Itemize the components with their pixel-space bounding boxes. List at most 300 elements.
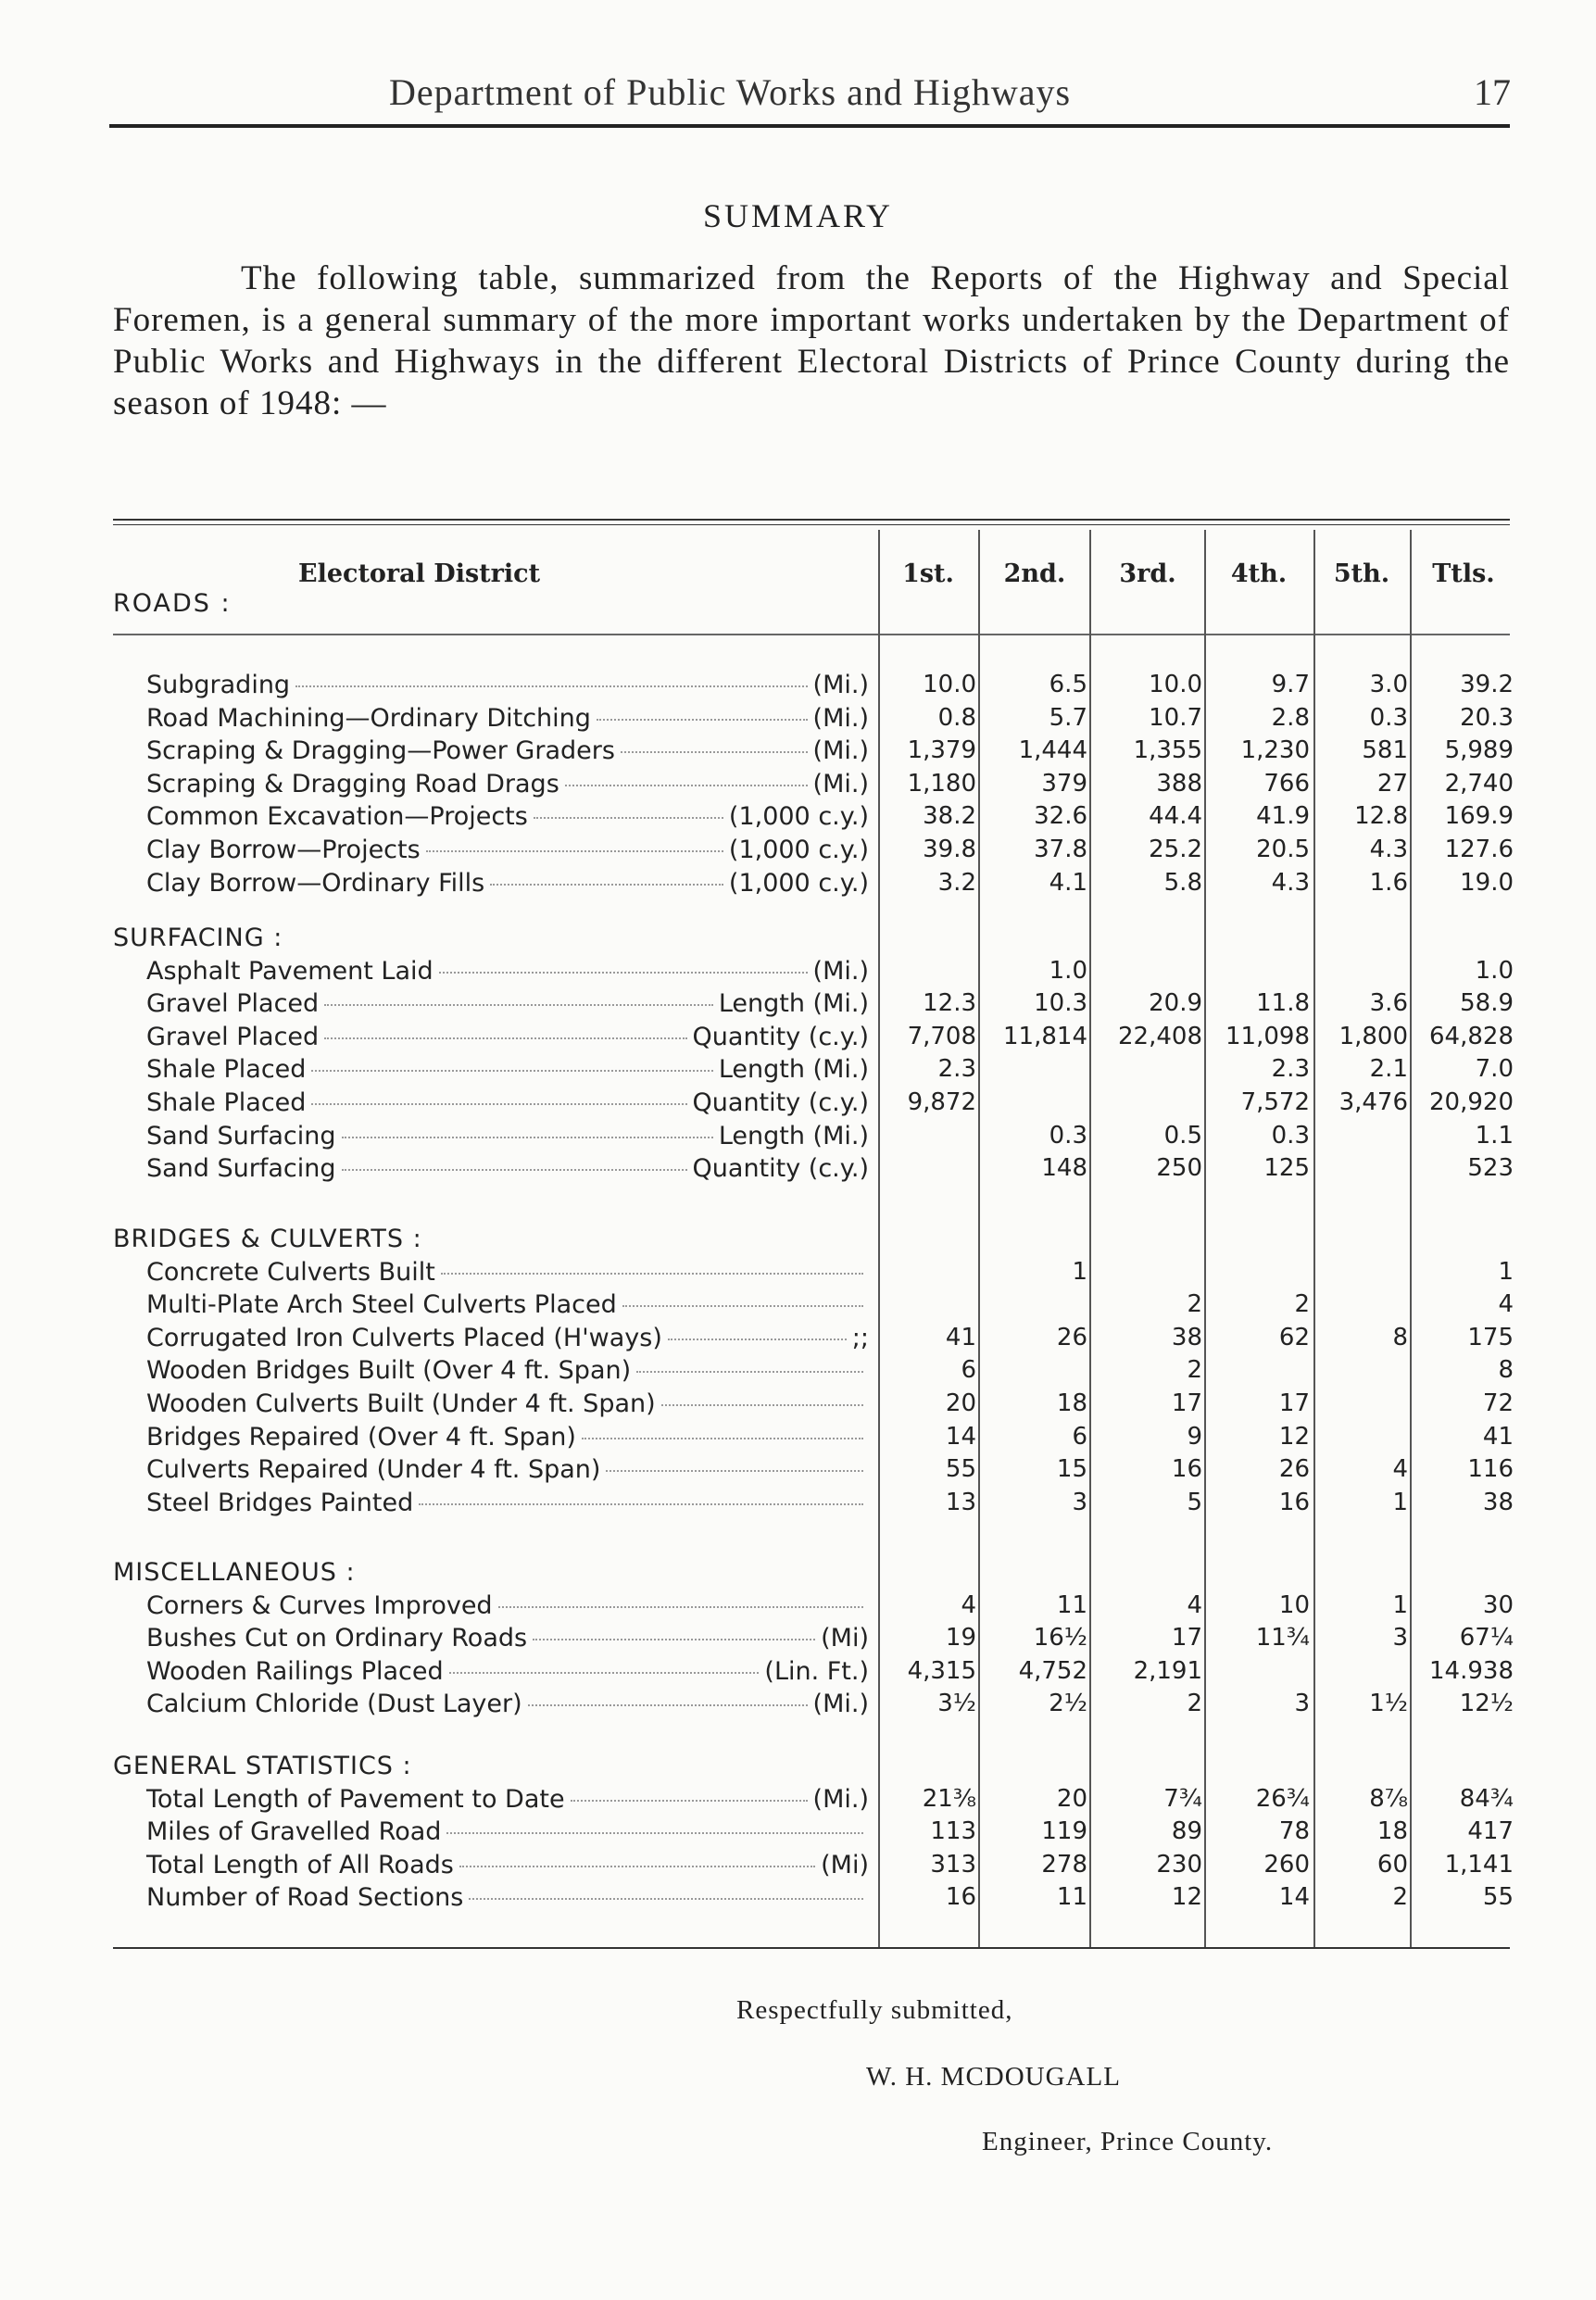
dot-leader xyxy=(582,1438,863,1439)
table-cell: 260 xyxy=(1263,1850,1310,1879)
table-cell xyxy=(880,1290,976,1323)
table-cell: 16 xyxy=(1171,1455,1202,1484)
row-unit: (Mi.) xyxy=(812,769,869,798)
row-label xyxy=(146,836,869,868)
table-cell: 388 xyxy=(1156,769,1202,798)
dot-leader xyxy=(426,850,723,852)
table-cell: 60 xyxy=(1376,1850,1408,1879)
row-label xyxy=(146,1356,869,1389)
table-row xyxy=(0,1258,1596,1290)
table-cell: 1.6 xyxy=(1369,868,1408,897)
table-cell: 4 xyxy=(1498,1290,1514,1319)
dot-leader xyxy=(597,719,808,721)
table-cell: 2.3 xyxy=(1271,1055,1310,1084)
table-cell: 18 xyxy=(1056,1389,1087,1417)
row-label xyxy=(146,1290,869,1323)
table-cell: 14 xyxy=(1278,1883,1310,1912)
row-label xyxy=(146,957,869,989)
table-cell: 1.0 xyxy=(1049,956,1087,985)
table-cell: 41.9 xyxy=(1256,802,1310,831)
table-cell xyxy=(1315,1389,1408,1422)
table-row xyxy=(0,770,1596,802)
table-cell: 55 xyxy=(945,1455,976,1484)
dot-leader xyxy=(533,1639,815,1640)
row-unit: (1,000 c.y.) xyxy=(728,868,869,898)
table-row xyxy=(0,1657,1596,1690)
table-cell: 15 xyxy=(1056,1455,1087,1484)
dot-leader xyxy=(311,1070,712,1072)
table-cell: 6.5 xyxy=(1049,671,1087,698)
table-cell: 32.6 xyxy=(1034,802,1087,831)
row-label xyxy=(146,1154,869,1187)
table-cell: 38 xyxy=(1171,1323,1202,1351)
table-cell: 20 xyxy=(945,1389,976,1417)
table-cell xyxy=(1208,957,1310,989)
table-cell: 1,379 xyxy=(907,736,976,765)
table-top-rule xyxy=(113,519,1510,521)
table-row xyxy=(0,1690,1596,1722)
table-cell xyxy=(982,1356,1087,1389)
table-cell: 581 xyxy=(1362,736,1408,765)
table-cell xyxy=(1208,1258,1310,1290)
table-cell: 12.8 xyxy=(1354,802,1408,831)
table-cell: 113 xyxy=(930,1817,976,1846)
row-name: Road Machining—Ordinary Ditching xyxy=(146,703,591,733)
dot-leader xyxy=(622,1305,863,1307)
table-cell: 8 xyxy=(1498,1356,1514,1385)
table-cell: 44.4 xyxy=(1149,802,1202,831)
table-cell: 4.1 xyxy=(1049,868,1087,897)
table-row xyxy=(0,1290,1596,1323)
table-cell: 11¾ xyxy=(1255,1624,1310,1653)
row-label xyxy=(146,1851,869,1883)
row-unit: (Mi.) xyxy=(812,736,869,766)
table-cell: 4.3 xyxy=(1271,868,1310,897)
dot-leader xyxy=(490,884,723,886)
table-cell xyxy=(1208,1657,1310,1690)
dot-leader xyxy=(324,1004,713,1006)
table-cell: 127.6 xyxy=(1444,836,1514,863)
row-label xyxy=(146,1423,869,1455)
table-cell: 6 xyxy=(1072,1422,1087,1451)
table-cell: 19 xyxy=(945,1624,976,1653)
table-cell xyxy=(1093,1055,1202,1087)
row-name: Corners & Curves Improved xyxy=(146,1590,493,1620)
table-cell: 11.8 xyxy=(1256,989,1310,1018)
table-cell: 4 xyxy=(961,1590,976,1619)
row-label xyxy=(146,1591,869,1624)
row-name: Sand Surfacing xyxy=(146,1154,336,1184)
row-unit: (1,000 c.y.) xyxy=(728,802,869,832)
table-cell xyxy=(1315,1657,1408,1690)
table-cell: 78 xyxy=(1278,1817,1310,1846)
table-cell: 12 xyxy=(1171,1883,1202,1912)
table-cell: 10.7 xyxy=(1149,703,1202,732)
table-cell: 0.8 xyxy=(937,703,976,732)
table-cell: 9.7 xyxy=(1271,671,1310,698)
row-name: Shale Placed xyxy=(146,1055,307,1085)
table-cell: 18 xyxy=(1376,1817,1408,1846)
table-cell: 12½ xyxy=(1459,1690,1514,1718)
row-label xyxy=(146,704,869,736)
row-name: Bridges Repaired (Over 4 ft. Span) xyxy=(146,1422,576,1452)
table-cell: 1.1 xyxy=(1475,1121,1514,1150)
row-unit: Length (Mi.) xyxy=(718,1055,869,1085)
table-cell: 11 xyxy=(1056,1883,1087,1912)
table-cell: 1 xyxy=(1392,1488,1408,1516)
table-cell: 19.0 xyxy=(1460,868,1514,897)
table-cell xyxy=(982,1055,1087,1087)
table-cell: 20.5 xyxy=(1256,836,1310,863)
table-cell: 278 xyxy=(1041,1850,1087,1879)
table-header-rule xyxy=(113,634,1510,635)
dot-leader xyxy=(342,1169,687,1171)
table-row xyxy=(0,1489,1596,1521)
table-row xyxy=(0,802,1596,835)
table-cell: 37.8 xyxy=(1034,836,1087,863)
table-cell: 230 xyxy=(1156,1850,1202,1879)
table-cell: 10.3 xyxy=(1034,989,1087,1018)
table-cell: 14 xyxy=(945,1422,976,1451)
table-cell: 1,180 xyxy=(907,769,976,798)
table-cell: 27 xyxy=(1376,769,1408,798)
table-row xyxy=(0,1122,1596,1154)
dot-leader xyxy=(342,1137,713,1138)
table-cell: 26¾ xyxy=(1255,1784,1310,1813)
table-cell: 1,444 xyxy=(1018,736,1087,765)
table-cell: 5.7 xyxy=(1049,703,1087,732)
table-cell: 3½ xyxy=(937,1690,976,1718)
closing-respectfully: Respectfully submitted, xyxy=(736,1995,1013,2025)
table-cell xyxy=(982,1290,1087,1323)
table-cell: 16½ xyxy=(1033,1624,1087,1653)
dot-leader xyxy=(621,751,808,753)
table-bottom-rule xyxy=(113,1947,1510,1949)
page-number: 17 xyxy=(1474,71,1511,113)
row-label xyxy=(146,1088,869,1121)
table-cell xyxy=(880,1258,976,1290)
table-cell: 25.2 xyxy=(1149,836,1202,863)
table-cell xyxy=(1315,1423,1408,1455)
row-label xyxy=(146,869,869,901)
table-cell: 1 xyxy=(1498,1257,1514,1286)
row-unit: Length (Mi.) xyxy=(718,989,869,1019)
table-row xyxy=(0,1389,1596,1422)
table-cell: 250 xyxy=(1156,1154,1202,1183)
table-cell: 116 xyxy=(1467,1455,1514,1484)
table-cell xyxy=(1093,1258,1202,1290)
table-cell: 7¾ xyxy=(1163,1784,1202,1813)
table-cell: 38 xyxy=(1482,1488,1514,1516)
table-cell: 38.2 xyxy=(923,802,976,831)
row-label xyxy=(146,1455,869,1488)
dot-leader xyxy=(439,972,808,974)
table-cell: 10 xyxy=(1278,1590,1310,1619)
summary-title: SUMMARY xyxy=(702,197,894,234)
table-cell: 1½ xyxy=(1369,1690,1408,1718)
dot-leader xyxy=(498,1606,863,1608)
dot-leader xyxy=(446,1832,863,1834)
row-label xyxy=(146,1690,869,1722)
table-cell: 17 xyxy=(1171,1389,1202,1417)
row-label xyxy=(146,1817,869,1850)
table-cell: 8 xyxy=(1392,1323,1408,1351)
row-name: Clay Borrow—Ordinary Fills xyxy=(146,868,485,898)
row-name: Culverts Repaired (Under 4 ft. Span) xyxy=(146,1455,601,1485)
table-row xyxy=(0,1817,1596,1850)
dot-leader xyxy=(528,1704,808,1706)
table-cell: 523 xyxy=(1467,1154,1514,1183)
table-cell: 1 xyxy=(1392,1590,1408,1619)
row-label xyxy=(146,770,869,802)
row-name: Gravel Placed xyxy=(146,989,320,1019)
table-row xyxy=(0,1624,1596,1656)
table-cell: 26 xyxy=(1056,1323,1087,1351)
table-cell: 4 xyxy=(1187,1590,1202,1619)
table-cell: 30 xyxy=(1482,1590,1514,1619)
table-cell: 1.0 xyxy=(1475,956,1514,985)
table-row xyxy=(0,1785,1596,1817)
row-name: Wooden Culverts Built (Under 4 ft. Span) xyxy=(146,1389,656,1418)
table-cell: 2.1 xyxy=(1369,1055,1408,1084)
table-cell: 0.3 xyxy=(1369,703,1408,732)
table-cell: 4.3 xyxy=(1369,836,1408,863)
table-cell: 169.9 xyxy=(1444,802,1514,831)
row-label xyxy=(146,1258,869,1290)
table-cell: 39.2 xyxy=(1460,671,1514,698)
table-cell: 313 xyxy=(930,1850,976,1879)
table-cell: 2½ xyxy=(1049,1690,1087,1718)
table-cell: 9,872 xyxy=(907,1088,976,1116)
row-unit: (Mi) xyxy=(821,1850,869,1879)
table-row xyxy=(0,671,1596,703)
table-cell: 5 xyxy=(1187,1488,1202,1516)
row-name: Scraping & Dragging Road Drags xyxy=(146,769,559,798)
row-label xyxy=(146,1122,869,1154)
row-unit: (Mi.) xyxy=(812,1784,869,1814)
table-cell: 2 xyxy=(1187,1356,1202,1385)
row-name: Sand Surfacing xyxy=(146,1121,336,1150)
table-cell: 21⅜ xyxy=(922,1784,976,1813)
header-rule xyxy=(109,124,1510,128)
row-unit: Length (Mi.) xyxy=(718,1121,869,1150)
row-label xyxy=(146,736,869,769)
row-label xyxy=(146,1657,869,1690)
table-cell: 3.0 xyxy=(1369,671,1408,698)
table-cell: 1,141 xyxy=(1444,1850,1514,1879)
table-cell: 39.8 xyxy=(923,836,976,863)
dot-leader xyxy=(606,1470,863,1472)
table-cell: 148 xyxy=(1041,1154,1087,1183)
table-cell: 0.3 xyxy=(1271,1121,1310,1150)
table-cell: 17 xyxy=(1171,1624,1202,1653)
table-row xyxy=(0,736,1596,769)
section-heading: GENERAL STATISTICS : xyxy=(113,1752,412,1780)
table-cell: 26 xyxy=(1278,1455,1310,1484)
dot-leader xyxy=(565,785,808,786)
table-cell xyxy=(1315,1154,1408,1187)
row-unit: (Lin. Ft.) xyxy=(764,1656,869,1686)
table-cell: 20,920 xyxy=(1429,1088,1514,1116)
table-cell: 3,476 xyxy=(1338,1088,1408,1116)
row-name: Shale Placed xyxy=(146,1088,307,1117)
row-label xyxy=(146,1883,869,1916)
table-cell xyxy=(880,1154,976,1187)
table-row xyxy=(0,1455,1596,1488)
row-label xyxy=(146,1389,869,1422)
table-cell: 89 xyxy=(1171,1817,1202,1846)
table-cell: 1 xyxy=(1072,1257,1087,1286)
table-cell: 64,828 xyxy=(1429,1022,1514,1050)
row-name: Total Length of All Roads xyxy=(146,1850,454,1879)
table-cell: 13 xyxy=(945,1488,976,1516)
table-cell xyxy=(1315,1122,1408,1154)
table-cell: 17 xyxy=(1278,1389,1310,1417)
table-cell xyxy=(1093,957,1202,989)
table-row xyxy=(0,957,1596,989)
row-label xyxy=(146,1324,869,1356)
section-heading: BRIDGES & CULVERTS : xyxy=(113,1225,422,1253)
row-name: Multi-Plate Arch Steel Culverts Placed xyxy=(146,1290,617,1320)
table-cell xyxy=(1315,957,1408,989)
row-name: Common Excavation—Projects xyxy=(146,802,528,832)
row-name: Scraping & Dragging—Power Graders xyxy=(146,736,615,766)
dot-leader xyxy=(324,1037,686,1039)
table-cell: 9 xyxy=(1187,1422,1202,1451)
table-cell: 58.9 xyxy=(1460,989,1514,1018)
row-name: Wooden Railings Placed xyxy=(146,1656,444,1686)
row-name: Gravel Placed xyxy=(146,1022,320,1051)
table-cell: 41 xyxy=(1482,1422,1514,1451)
column-header-totals: Ttls. xyxy=(1432,559,1495,588)
table-row xyxy=(0,1055,1596,1087)
row-name: Concrete Culverts Built xyxy=(146,1257,435,1287)
table-row xyxy=(0,1023,1596,1055)
table-cell: 0.3 xyxy=(1049,1121,1087,1150)
row-unit: (Mi.) xyxy=(812,671,869,699)
table-cell: 1,355 xyxy=(1133,736,1202,765)
row-unit: Quantity (c.y.) xyxy=(692,1154,869,1184)
table-row xyxy=(0,1591,1596,1624)
row-label xyxy=(146,1023,869,1055)
row-unit: (Mi) xyxy=(821,1624,869,1653)
table-cell: 379 xyxy=(1041,769,1087,798)
table-cell xyxy=(982,1088,1087,1121)
table-cell: 55 xyxy=(1482,1883,1514,1912)
table-cell: 62 xyxy=(1278,1323,1310,1351)
table-cell: 4 xyxy=(1392,1455,1408,1484)
row-label xyxy=(146,802,869,835)
page-header-title: Department of Public Works and Highways xyxy=(389,71,1072,113)
table-row xyxy=(0,704,1596,736)
table-cell xyxy=(880,1122,976,1154)
table-cell: 1,230 xyxy=(1240,736,1310,765)
table-cell: 0.5 xyxy=(1163,1121,1202,1150)
table-cell: 3.2 xyxy=(937,868,976,897)
table-cell: 7,708 xyxy=(907,1022,976,1050)
row-unit: Quantity (c.y.) xyxy=(692,1088,869,1117)
table-row xyxy=(0,1324,1596,1356)
table-cell: 4,315 xyxy=(907,1656,976,1685)
intro-paragraph: The following table, summarized from the Reports of the Highway and Special Foremen, is a general summary of the more important works undertaken by the Department of Public Works and Highways in the different Electoral Districts of Prince County during the season of 1948: — xyxy=(113,259,1510,422)
row-label xyxy=(146,1624,869,1656)
row-label xyxy=(146,989,869,1022)
table-cell: 14.938 xyxy=(1429,1656,1514,1685)
row-name: Wooden Bridges Built (Over 4 ft. Span) xyxy=(146,1356,632,1386)
table-row xyxy=(0,1088,1596,1121)
table-cell: 12.3 xyxy=(923,989,976,1018)
closing-signature: W. H. MCDOUGALL xyxy=(866,2062,1121,2092)
table-cell xyxy=(1315,1356,1408,1389)
table-cell: 2 xyxy=(1187,1290,1202,1319)
column-header-5th: 5th. xyxy=(1333,559,1390,588)
row-label xyxy=(146,1785,869,1817)
table-cell xyxy=(1315,1290,1408,1323)
dot-leader xyxy=(459,1866,815,1867)
table-cell: 3 xyxy=(1072,1488,1087,1516)
dot-leader xyxy=(441,1273,863,1275)
table-cell: 7,572 xyxy=(1240,1088,1310,1116)
row-unit: ;; xyxy=(851,1323,869,1352)
table-cell: 2,191 xyxy=(1133,1656,1202,1685)
table-cell: 5.8 xyxy=(1163,868,1202,897)
table-cell: 6 xyxy=(961,1356,976,1385)
row-unit: (1,000 c.y.) xyxy=(728,836,869,864)
table-row xyxy=(0,1356,1596,1389)
dot-leader xyxy=(636,1371,863,1373)
row-unit: (Mi.) xyxy=(812,956,869,986)
table-row xyxy=(0,1423,1596,1455)
row-unit: (Mi.) xyxy=(812,1690,869,1719)
row-name: Bushes Cut on Ordinary Roads xyxy=(146,1624,528,1653)
table-cell xyxy=(1315,1258,1408,1290)
table-cell xyxy=(1208,1356,1310,1389)
closing-role: Engineer, Prince County. xyxy=(982,2127,1274,2156)
table-cell: 2,740 xyxy=(1444,769,1514,798)
table-cell: 41 xyxy=(945,1323,976,1351)
dot-leader xyxy=(469,1898,863,1900)
dot-leader xyxy=(661,1404,863,1406)
table-row xyxy=(0,1883,1596,1916)
table-row xyxy=(0,989,1596,1022)
dot-leader xyxy=(419,1503,863,1505)
table-cell: 3 xyxy=(1392,1624,1408,1653)
dot-leader xyxy=(311,1103,686,1105)
dot-leader xyxy=(449,1672,760,1674)
row-unit: (Mi.) xyxy=(812,703,869,733)
table-cell: 20.3 xyxy=(1460,703,1514,732)
row-name: Corrugated Iron Culverts Placed (H'ways) xyxy=(146,1323,662,1352)
table-cell: 3.6 xyxy=(1369,989,1408,1018)
table-cell: 16 xyxy=(945,1883,976,1912)
table-cell: 5,989 xyxy=(1444,736,1514,765)
table-cell: 2.8 xyxy=(1271,703,1310,732)
table-row xyxy=(0,1154,1596,1187)
table-cell: 766 xyxy=(1263,769,1310,798)
table-cell: 16 xyxy=(1278,1488,1310,1516)
table-cell: 22,408 xyxy=(1118,1022,1202,1050)
row-label xyxy=(146,1489,869,1521)
table-cell: 20.9 xyxy=(1149,989,1202,1018)
table-cell: 11 xyxy=(1056,1590,1087,1619)
dot-leader xyxy=(295,685,807,687)
table-cell: 20 xyxy=(1056,1784,1087,1813)
table-cell: 125 xyxy=(1263,1154,1310,1183)
table-cell: 10.0 xyxy=(923,671,976,698)
row-name: Clay Borrow—Projects xyxy=(146,836,421,864)
roads-heading: ROADS : xyxy=(113,589,232,618)
table-cell: 1,800 xyxy=(1338,1022,1408,1050)
